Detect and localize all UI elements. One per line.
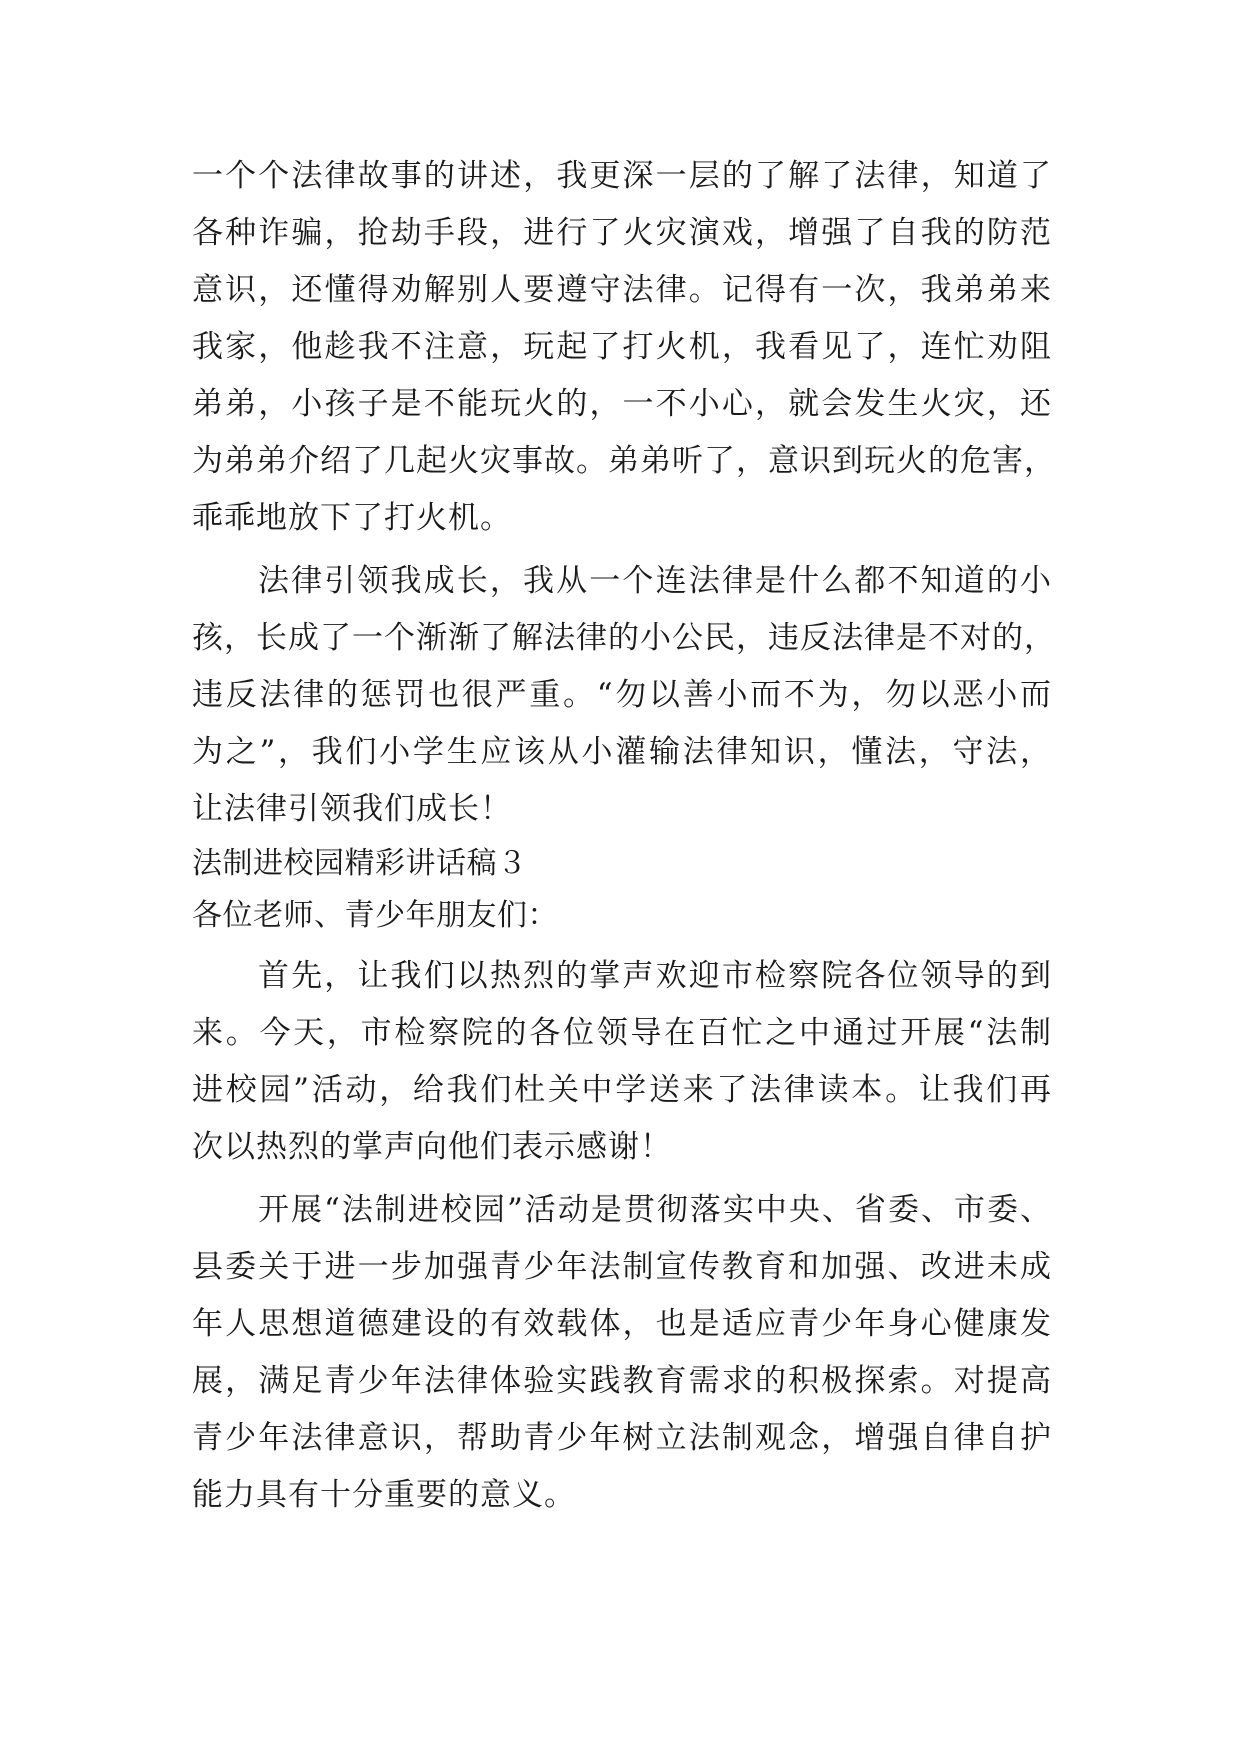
text-line: 让法律引领我们成长！	[192, 791, 512, 827]
text-line: 为弟弟介绍了几起火灾事故。弟弟听了，意识到玩火的危害，	[192, 443, 1056, 479]
text-line: 为之”，我们小学生应该从小灌输法律知识，懂法，守法，	[192, 734, 1052, 770]
paragraph-1	[192, 148, 1056, 547]
body-paragraph-2	[192, 1182, 1052, 1524]
section-heading: 法制进校园精彩讲话稿３	[192, 846, 528, 881]
text-line: 来。今天，市检察院的各位领导在百忙之中通过开展“法制	[192, 1015, 1052, 1051]
text-line: 能力具有十分重要的意义。	[192, 1477, 576, 1513]
text-line: 孩，长成了一个渐渐了解法律的小公民，违反法律是不对的，	[192, 620, 1056, 656]
text-line: 一个个法律故事的讲述，我更深一层的了解了法律，知道了	[192, 158, 1052, 194]
body-paragraph-1	[192, 948, 1052, 1176]
text-line: 意识，还懂得劝解别人要遵守法律。记得有一次，我弟弟来	[192, 272, 1052, 308]
paragraph-2	[192, 553, 1056, 838]
text-line: 法律引领我成长，我从一个连法律是什么都不知道的小	[258, 563, 1052, 599]
text-line: 我家，他趁我不注意，玩起了打火机，我看见了，连忙劝阻	[192, 329, 1052, 365]
text-line: 青少年法律意识，帮助青少年树立法制观念，增强自律自护	[192, 1420, 1052, 1456]
text-line: 年人思想道德建设的有效载体，也是适应青少年身心健康发	[192, 1306, 1052, 1342]
text-line: 次以热烈的掌声向他们表示感谢！	[192, 1129, 672, 1165]
document-page	[192, 148, 1056, 1524]
text-line: 开展“法制进校园”活动是贯彻落实中央、省委、市委、	[258, 1192, 1052, 1228]
text-line: 县委关于进一步加强青少年法制宣传教育和加强、改进未成	[192, 1249, 1052, 1285]
text-line: 违反法律的惩罚也很严重。“勿以善小而不为，勿以恶小而	[192, 677, 1052, 713]
text-line: 展，满足青少年法律体验实践教育需求的积极探索。对提高	[192, 1363, 1052, 1399]
salutation: 各位老师、青少年朋友们：	[192, 898, 558, 933]
text-line: 乖乖地放下了打火机。	[192, 500, 512, 536]
text-line: 弟弟，小孩子是不能玩火的，一不小心，就会发生火灾，还	[192, 386, 1052, 422]
text-line: 各种诈骗，抢劫手段，进行了火灾演戏，增强了自我的防范	[192, 215, 1052, 251]
text-line: 进校园”活动，给我们杜关中学送来了法律读本。让我们再	[192, 1072, 1052, 1108]
text-line: 首先，让我们以热烈的掌声欢迎市检察院各位领导的到	[258, 958, 1052, 994]
